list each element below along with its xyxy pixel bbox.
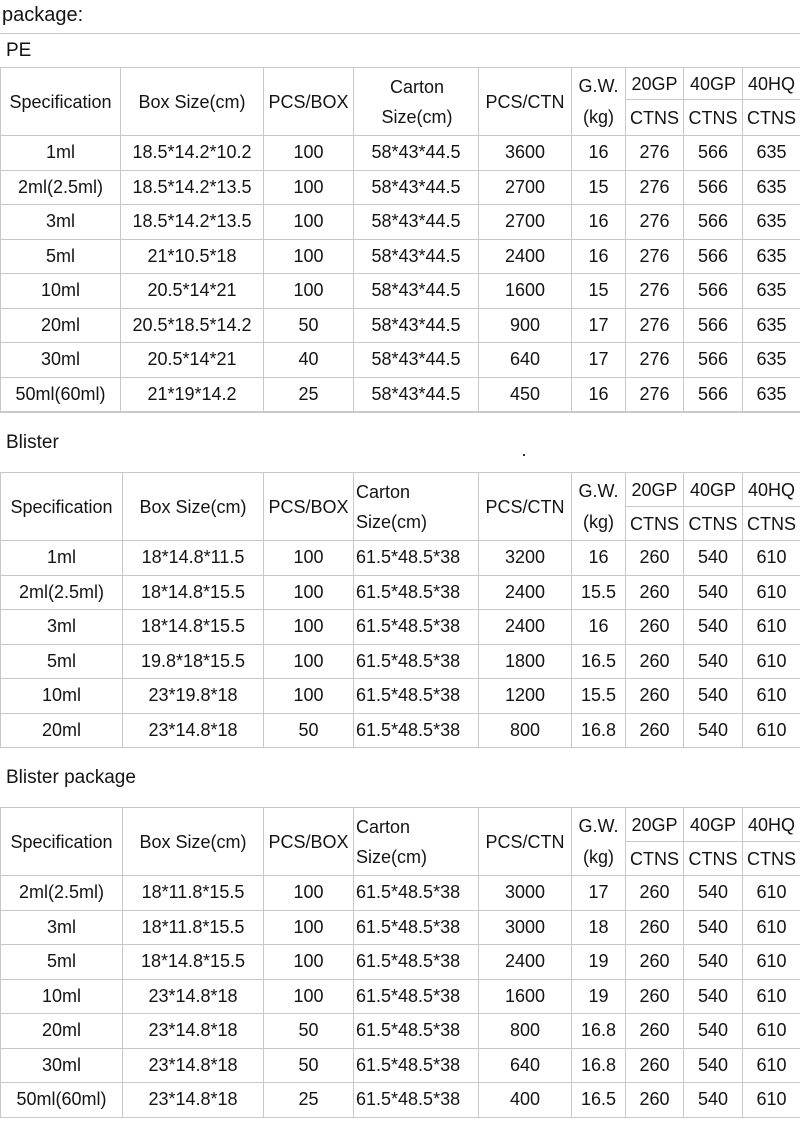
header-box-size: Box Size(cm) (123, 808, 264, 876)
cell-gp20: 260 (626, 1083, 684, 1118)
cell-box-size: 23*14.8*18 (123, 713, 264, 748)
cell-carton-size: 61.5*48.5*38 (354, 575, 479, 610)
table-row (1, 205, 800, 240)
table-row (1, 713, 800, 748)
cell-gw: 15.5 (572, 575, 626, 610)
cell-hq40: 610 (743, 713, 800, 748)
cell-pcs-box: 100 (264, 136, 354, 171)
cell-box-size: 19.8*18*15.5 (123, 644, 264, 679)
header-pcs-box: PCS/BOX (264, 68, 354, 136)
cell-carton-size: 58*43*44.5 (354, 136, 479, 171)
cell-gp20: 276 (626, 170, 684, 205)
cell-gw: 16.5 (572, 1083, 626, 1118)
cell-gw: 16 (572, 136, 626, 171)
header-carton-line2: Size(cm) (381, 106, 453, 127)
cell-spec: 50ml(60ml) (1, 1083, 123, 1118)
cell-hq40: 610 (743, 644, 800, 679)
cell-hq40: 610 (743, 910, 800, 945)
cell-pcs-box: 100 (264, 274, 354, 309)
header-gw-line1: G.W. (578, 815, 619, 836)
cell-box-size: 18*14.8*15.5 (123, 610, 264, 645)
cell-spec: 5ml (1, 945, 123, 980)
table-row (1, 274, 800, 309)
cell-gp40: 540 (684, 679, 743, 714)
cell-pcs-box: 40 (264, 343, 354, 378)
header-gw-line2: (kg) (583, 106, 614, 127)
cell-gw: 16 (572, 541, 626, 576)
cell-pcs-ctn: 2700 (479, 170, 572, 205)
cell-carton-size: 61.5*48.5*38 (354, 1083, 479, 1118)
cell-spec: 3ml (1, 205, 121, 240)
cell-spec: 1ml (1, 136, 121, 171)
cell-pcs-ctn: 450 (479, 377, 572, 412)
table-row (1, 876, 800, 911)
cell-gp20: 276 (626, 239, 684, 274)
header-ctns-40hq: CTNS (743, 100, 800, 136)
cell-pcs-ctn: 640 (479, 343, 572, 378)
cell-hq40: 610 (743, 979, 800, 1014)
cell-carton-size: 61.5*48.5*38 (354, 1048, 479, 1083)
header-pcs-ctn: PCS/CTN (479, 473, 572, 541)
cell-pcs-box: 100 (264, 945, 354, 980)
table-row (1, 644, 800, 679)
cell-spec: 20ml (1, 1014, 123, 1049)
cell-gw: 16.8 (572, 1048, 626, 1083)
cell-hq40: 610 (743, 1048, 800, 1083)
header-20gp: 20GP (626, 68, 684, 100)
cell-pcs-ctn: 400 (479, 1083, 572, 1118)
cell-box-size: 23*14.8*18 (123, 979, 264, 1014)
cell-pcs-box: 100 (264, 541, 354, 576)
table-row (1, 679, 800, 714)
cell-gw: 15 (572, 170, 626, 205)
header-gw (572, 808, 626, 876)
cell-spec: 20ml (1, 308, 121, 343)
cell-hq40: 635 (743, 377, 800, 412)
header-gw (572, 68, 626, 136)
cell-hq40: 610 (743, 575, 800, 610)
cell-spec: 5ml (1, 239, 121, 274)
header-box-size: Box Size(cm) (123, 473, 264, 541)
header-40hq: 40HQ (743, 68, 800, 100)
cell-pcs-box: 25 (264, 1083, 354, 1118)
cell-pcs-ctn: 3600 (479, 136, 572, 171)
cell-pcs-ctn: 3000 (479, 910, 572, 945)
cell-hq40: 635 (743, 343, 800, 378)
cell-pcs-ctn: 1800 (479, 644, 572, 679)
cell-carton-size: 61.5*48.5*38 (354, 541, 479, 576)
cell-gw: 16 (572, 205, 626, 240)
cell-gp20: 260 (626, 679, 684, 714)
header-row (1, 808, 800, 842)
cell-pcs-ctn: 1200 (479, 679, 572, 714)
header-carton-size (354, 808, 479, 876)
cell-gp40: 566 (684, 136, 743, 171)
cell-spec: 10ml (1, 679, 123, 714)
cell-gp40: 540 (684, 541, 743, 576)
cell-hq40: 610 (743, 945, 800, 980)
cell-pcs-ctn: 2700 (479, 205, 572, 240)
cell-gp20: 276 (626, 136, 684, 171)
cell-gp40: 540 (684, 910, 743, 945)
blister-package-table (0, 807, 800, 1118)
cell-gp20: 260 (626, 644, 684, 679)
cell-gp20: 276 (626, 377, 684, 412)
cell-spec: 2ml(2.5ml) (1, 170, 121, 205)
cell-pcs-ctn: 800 (479, 1014, 572, 1049)
header-gw-line2: (kg) (583, 846, 614, 867)
cell-gp40: 566 (684, 170, 743, 205)
cell-gp40: 540 (684, 1014, 743, 1049)
header-20gp: 20GP (626, 473, 684, 507)
section-label-blister-package: Blister package (0, 747, 800, 807)
header-ctns-40gp: CTNS (684, 842, 743, 876)
cell-hq40: 635 (743, 308, 800, 343)
cell-pcs-box: 100 (264, 979, 354, 1014)
table-row (1, 377, 800, 412)
stray-dot (523, 454, 525, 456)
cell-box-size: 18.5*14.2*10.2 (121, 136, 264, 171)
cell-gp40: 540 (684, 979, 743, 1014)
table-row (1, 170, 800, 205)
cell-pcs-ctn: 900 (479, 308, 572, 343)
cell-gp20: 276 (626, 308, 684, 343)
table-row (1, 1014, 800, 1049)
cell-box-size: 18*14.8*15.5 (123, 945, 264, 980)
header-carton-line1: Carton (356, 816, 411, 837)
cell-gp20: 260 (626, 876, 684, 911)
cell-gp40: 540 (684, 713, 743, 748)
cell-box-size: 20.5*14*21 (121, 274, 264, 309)
cell-hq40: 610 (743, 541, 800, 576)
header-pcs-ctn: PCS/CTN (479, 808, 572, 876)
cell-gw: 16.5 (572, 644, 626, 679)
cell-pcs-box: 100 (264, 876, 354, 911)
cell-spec: 20ml (1, 713, 123, 748)
cell-spec: 10ml (1, 979, 123, 1014)
header-carton-line1: Carton (356, 481, 411, 502)
table-row (1, 945, 800, 980)
blister-table (0, 472, 800, 748)
header-gw-line2: (kg) (583, 511, 614, 532)
cell-gw: 15.5 (572, 679, 626, 714)
table-row (1, 1048, 800, 1083)
cell-pcs-box: 50 (264, 308, 354, 343)
cell-carton-size: 61.5*48.5*38 (354, 644, 479, 679)
cell-gp20: 276 (626, 274, 684, 309)
cell-pcs-ctn: 1600 (479, 979, 572, 1014)
cell-gp40: 566 (684, 274, 743, 309)
cell-hq40: 635 (743, 205, 800, 240)
cell-box-size: 20.5*14*21 (121, 343, 264, 378)
page-title: package: (2, 4, 84, 26)
cell-gp40: 540 (684, 945, 743, 980)
header-row (1, 473, 800, 507)
cell-carton-size: 61.5*48.5*38 (354, 876, 479, 911)
cell-pcs-ctn: 2400 (479, 575, 572, 610)
header-specification: Specification (1, 473, 123, 541)
cell-box-size: 18*14.8*15.5 (123, 575, 264, 610)
cell-gw: 16 (572, 377, 626, 412)
header-ctns-40gp: CTNS (684, 100, 743, 136)
cell-gw: 19 (572, 979, 626, 1014)
cell-hq40: 610 (743, 876, 800, 911)
header-carton-line2: Size(cm) (356, 846, 427, 867)
cell-hq40: 610 (743, 679, 800, 714)
cell-carton-size: 61.5*48.5*38 (354, 945, 479, 980)
cell-gp20: 276 (626, 343, 684, 378)
cell-spec: 2ml(2.5ml) (1, 876, 123, 911)
cell-hq40: 635 (743, 239, 800, 274)
cell-spec: 2ml(2.5ml) (1, 575, 123, 610)
table-row (1, 541, 800, 576)
cell-pcs-ctn: 640 (479, 1048, 572, 1083)
header-carton-size (354, 68, 479, 136)
section-label-blister: Blister (0, 412, 800, 472)
cell-pcs-box: 100 (264, 679, 354, 714)
cell-pcs-box: 100 (264, 575, 354, 610)
cell-gp20: 260 (626, 1014, 684, 1049)
cell-gp20: 260 (626, 541, 684, 576)
cell-pcs-box: 100 (264, 239, 354, 274)
cell-carton-size: 58*43*44.5 (354, 308, 479, 343)
header-ctns-40gp: CTNS (684, 507, 743, 541)
cell-carton-size: 58*43*44.5 (354, 274, 479, 309)
cell-carton-size: 58*43*44.5 (354, 170, 479, 205)
cell-pcs-ctn: 3000 (479, 876, 572, 911)
table-row (1, 610, 800, 645)
header-carton-line2: Size(cm) (356, 511, 427, 532)
header-pcs-ctn: PCS/CTN (479, 68, 572, 136)
table-row (1, 308, 800, 343)
header-ctns-40hq: CTNS (743, 842, 800, 876)
cell-pcs-box: 100 (264, 205, 354, 240)
cell-gp20: 260 (626, 910, 684, 945)
cell-gp20: 260 (626, 979, 684, 1014)
section-label-pe: PE (0, 33, 800, 67)
cell-box-size: 20.5*18.5*14.2 (121, 308, 264, 343)
header-gw-line1: G.W. (578, 480, 619, 501)
header-40gp: 40GP (684, 473, 743, 507)
cell-pcs-ctn: 800 (479, 713, 572, 748)
header-40gp: 40GP (684, 68, 743, 100)
cell-carton-size: 58*43*44.5 (354, 205, 479, 240)
cell-box-size: 23*14.8*18 (123, 1083, 264, 1118)
cell-gw: 15 (572, 274, 626, 309)
cell-carton-size: 61.5*48.5*38 (354, 679, 479, 714)
cell-hq40: 610 (743, 1083, 800, 1118)
header-carton-line1: Carton (389, 76, 445, 97)
cell-hq40: 635 (743, 136, 800, 171)
header-pcs-box: PCS/BOX (264, 808, 354, 876)
cell-gw: 16.8 (572, 1014, 626, 1049)
cell-carton-size: 61.5*48.5*38 (354, 910, 479, 945)
header-40gp: 40GP (684, 808, 743, 842)
cell-pcs-box: 50 (264, 1014, 354, 1049)
header-gw-line1: G.W. (578, 75, 619, 96)
header-row (1, 68, 800, 100)
header-box-size: Box Size(cm) (121, 68, 264, 136)
cell-hq40: 610 (743, 1014, 800, 1049)
header-40hq: 40HQ (743, 808, 800, 842)
cell-carton-size: 58*43*44.5 (354, 343, 479, 378)
cell-carton-size: 61.5*48.5*38 (354, 610, 479, 645)
cell-pcs-box: 100 (264, 610, 354, 645)
cell-gp20: 260 (626, 1048, 684, 1083)
table-row (1, 343, 800, 378)
cell-box-size: 23*14.8*18 (123, 1048, 264, 1083)
cell-box-size: 21*10.5*18 (121, 239, 264, 274)
cell-hq40: 635 (743, 274, 800, 309)
cell-carton-size: 61.5*48.5*38 (354, 713, 479, 748)
table-row (1, 136, 800, 171)
header-ctns-20gp: CTNS (626, 842, 684, 876)
table-row (1, 979, 800, 1014)
cell-pcs-box: 50 (264, 713, 354, 748)
table-row (1, 239, 800, 274)
cell-box-size: 18.5*14.2*13.5 (121, 205, 264, 240)
cell-gp20: 260 (626, 945, 684, 980)
cell-box-size: 18*11.8*15.5 (123, 910, 264, 945)
cell-hq40: 610 (743, 610, 800, 645)
table-row (1, 910, 800, 945)
cell-spec: 1ml (1, 541, 123, 576)
cell-pcs-ctn: 1600 (479, 274, 572, 309)
pe-table (0, 67, 800, 412)
cell-box-size: 18*11.8*15.5 (123, 876, 264, 911)
cell-pcs-ctn: 2400 (479, 239, 572, 274)
cell-spec: 3ml (1, 910, 123, 945)
cell-gp20: 260 (626, 713, 684, 748)
cell-gp40: 540 (684, 610, 743, 645)
header-40hq: 40HQ (743, 473, 800, 507)
cell-box-size: 21*19*14.2 (121, 377, 264, 412)
cell-pcs-ctn: 2400 (479, 610, 572, 645)
cell-gp40: 540 (684, 1083, 743, 1118)
header-carton-size (354, 473, 479, 541)
cell-carton-size: 58*43*44.5 (354, 239, 479, 274)
cell-spec: 30ml (1, 343, 121, 378)
cell-hq40: 635 (743, 170, 800, 205)
cell-gp40: 540 (684, 876, 743, 911)
header-specification: Specification (1, 68, 121, 136)
header-ctns-40hq: CTNS (743, 507, 800, 541)
cell-pcs-ctn: 2400 (479, 945, 572, 980)
cell-pcs-box: 100 (264, 170, 354, 205)
cell-gp40: 540 (684, 575, 743, 610)
cell-spec: 50ml(60ml) (1, 377, 121, 412)
table-row (1, 575, 800, 610)
cell-gw: 16 (572, 610, 626, 645)
cell-pcs-box: 100 (264, 644, 354, 679)
cell-gp40: 540 (684, 1048, 743, 1083)
cell-gp20: 260 (626, 575, 684, 610)
cell-gw: 18 (572, 910, 626, 945)
cell-gp20: 260 (626, 610, 684, 645)
cell-carton-size: 61.5*48.5*38 (354, 979, 479, 1014)
cell-box-size: 18.5*14.2*13.5 (121, 170, 264, 205)
cell-gw: 19 (572, 945, 626, 980)
cell-spec: 3ml (1, 610, 123, 645)
cell-gp40: 566 (684, 205, 743, 240)
cell-pcs-ctn: 3200 (479, 541, 572, 576)
cell-gp40: 566 (684, 377, 743, 412)
cell-gw: 17 (572, 876, 626, 911)
cell-gw: 16.8 (572, 713, 626, 748)
header-ctns-20gp: CTNS (626, 100, 684, 136)
cell-spec: 30ml (1, 1048, 123, 1083)
cell-box-size: 23*19.8*18 (123, 679, 264, 714)
table-row (1, 1083, 800, 1118)
cell-pcs-box: 50 (264, 1048, 354, 1083)
cell-carton-size: 58*43*44.5 (354, 377, 479, 412)
cell-spec: 5ml (1, 644, 123, 679)
header-20gp: 20GP (626, 808, 684, 842)
header-pcs-box: PCS/BOX (264, 473, 354, 541)
cell-gp40: 566 (684, 239, 743, 274)
header-specification: Specification (1, 808, 123, 876)
cell-spec: 10ml (1, 274, 121, 309)
cell-box-size: 18*14.8*11.5 (123, 541, 264, 576)
cell-gw: 17 (572, 308, 626, 343)
cell-gw: 17 (572, 343, 626, 378)
cell-pcs-box: 25 (264, 377, 354, 412)
cell-gp40: 566 (684, 343, 743, 378)
cell-gp40: 540 (684, 644, 743, 679)
cell-gw: 16 (572, 239, 626, 274)
cell-carton-size: 61.5*48.5*38 (354, 1014, 479, 1049)
header-ctns-20gp: CTNS (626, 507, 684, 541)
cell-gp20: 276 (626, 205, 684, 240)
cell-gp40: 566 (684, 308, 743, 343)
cell-pcs-box: 100 (264, 910, 354, 945)
header-gw (572, 473, 626, 541)
cell-box-size: 23*14.8*18 (123, 1014, 264, 1049)
